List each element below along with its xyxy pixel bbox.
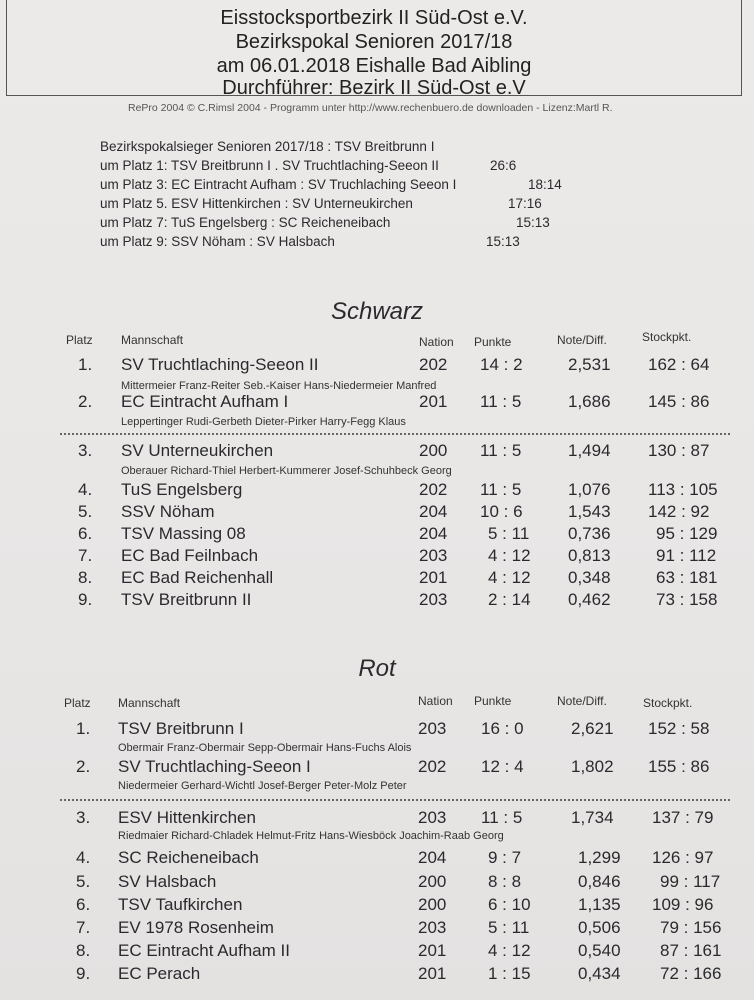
stock-points: 145 : 86 [648, 392, 710, 411]
note-diff: 0,434 [578, 964, 621, 983]
points: 11 : 5 [480, 441, 522, 460]
col-platz: Platz [64, 696, 91, 710]
stock-points: 91 : 112 [656, 546, 717, 565]
nation: 204 [419, 524, 448, 543]
team-name: SSV Nöham [121, 502, 215, 521]
col-punkte: Punkte [474, 694, 512, 708]
note-diff: 0,462 [568, 590, 611, 609]
nation: 200 [419, 441, 448, 460]
team-name: EC Bad Feilnbach [121, 546, 259, 565]
stock-points: 126 : 97 [652, 848, 714, 867]
team-name: TSV Massing 08 [121, 524, 246, 543]
place: 9. [76, 964, 91, 983]
table-row [0, 480, 754, 502]
team-members: Mittermeier Franz-Reiter Seb.-Kaiser Hans-Niedermeier Manfred [121, 380, 437, 392]
final-match-score: 18:14 [528, 177, 562, 192]
place: 9. [78, 590, 93, 609]
place: 3. [78, 441, 93, 460]
team-name: SV Halsbach [118, 872, 217, 891]
team-members: Riedmaier Richard-Chladek Helmut-Fritz Hans-Wiesböck Joachim-Raab Georg [118, 830, 504, 842]
stock-points: 152 : 58 [648, 719, 710, 738]
nation: 202 [419, 355, 448, 374]
table-row [0, 441, 754, 463]
place: 3. [76, 808, 91, 827]
nation: 203 [419, 590, 448, 609]
nation: 202 [419, 480, 448, 499]
note-diff: 0,506 [578, 918, 621, 937]
team-name: EC Eintracht Aufham I [121, 392, 289, 411]
points: 4 : 12 [488, 568, 531, 587]
place: 8. [76, 941, 91, 960]
points: 14 : 2 [480, 355, 523, 374]
table-row [0, 918, 754, 940]
table-row [0, 964, 754, 986]
place: 6. [76, 895, 91, 914]
note-diff: 0,348 [568, 568, 611, 587]
points: 2 : 14 [488, 590, 531, 609]
place: 4. [78, 480, 93, 499]
stock-points: 73 : 158 [656, 590, 718, 609]
stock-points: 63 : 181 [656, 568, 718, 587]
nation: 204 [418, 848, 447, 867]
col-mannschaft: Mannschaft [118, 696, 181, 710]
nation: 200 [418, 872, 447, 891]
final-match-5 [100, 234, 700, 249]
col-punkte: Punkte [474, 335, 512, 349]
col-stockpkt: Stockpkt. [642, 330, 692, 344]
nation: 200 [418, 895, 447, 914]
note-diff: 2,531 [568, 355, 611, 374]
note-diff: 0,846 [578, 872, 621, 891]
final-match-text: um Platz 5. ESV Hittenkirchen : SV Unterneukirchen [100, 196, 413, 211]
team-members: Leppertinger Rudi-Gerbeth Dieter-Pirker Harry-Fegg Klaus [121, 416, 406, 428]
final-match-score: 15:13 [516, 215, 550, 230]
points: 5 : 11 [488, 918, 530, 937]
team-name: EC Bad Reichenhall [121, 568, 274, 587]
table-row [0, 848, 754, 870]
final-match-1 [100, 158, 700, 173]
place: 2. [78, 392, 93, 411]
note-diff: 2,621 [571, 719, 614, 738]
stock-points: 72 : 166 [660, 964, 722, 983]
nation: 202 [418, 757, 447, 776]
points: 4 : 12 [488, 546, 531, 565]
points: 9 : 7 [488, 848, 522, 867]
points: 4 : 12 [488, 941, 531, 960]
col-note: Note/Diff. [557, 333, 607, 347]
stock-points: 113 : 105 [648, 480, 718, 499]
header-line-2: Bezirkspokal Senioren 2017/18 [235, 31, 513, 53]
nation: 201 [418, 964, 447, 983]
place: 7. [76, 918, 91, 937]
note-diff: 1,734 [571, 808, 614, 827]
group-title-rot: Rot [358, 655, 396, 682]
stock-points: 162 : 64 [648, 355, 710, 374]
table-row [0, 719, 754, 741]
note-diff: 1,802 [571, 757, 614, 776]
winner-line: Bezirkspokalsieger Senioren 2017/18 : TSV Breitbrunn I [100, 139, 435, 154]
team-name: TSV Taufkirchen [118, 895, 243, 914]
col-stockpkt: Stockpkt. [643, 696, 693, 710]
table-row [0, 808, 754, 830]
place: 4. [76, 848, 91, 867]
table-row [0, 524, 754, 546]
team-name: SV Unterneukirchen [121, 441, 274, 460]
points: 12 : 4 [481, 757, 524, 776]
stock-points: 142 : 92 [648, 502, 710, 521]
final-match-2 [100, 177, 700, 192]
team-name: TSV Breitbrunn II [121, 590, 252, 609]
note-diff: 0,736 [568, 524, 611, 543]
place: 5. [78, 502, 93, 521]
points: 5 : 11 [488, 524, 530, 543]
nation: 204 [419, 502, 448, 521]
points: 6 : 10 [488, 895, 531, 914]
table-row [0, 546, 754, 568]
note-diff: 1,299 [578, 848, 621, 867]
note-diff: 1,135 [578, 895, 621, 914]
points: 11 : 5 [480, 392, 522, 411]
table-row [0, 392, 754, 414]
header-line-3: am 06.01.2018 Eishalle Bad Aibling [216, 55, 532, 77]
final-match-text: um Platz 7: TuS Engelsberg : SC Reicheneibach [100, 215, 391, 230]
place: 6. [78, 524, 93, 543]
stock-points: 87 : 161 [660, 941, 722, 960]
final-match-text: um Platz 1: TSV Breitbrunn I . SV Truchtlaching-Seeon II [100, 158, 439, 173]
note-diff: 0,813 [568, 546, 611, 565]
table-row [0, 872, 754, 894]
note-diff: 1,494 [568, 441, 611, 460]
nation: 201 [419, 568, 448, 587]
team-name: EV 1978 Rosenheim [118, 918, 274, 937]
nation: 203 [418, 918, 447, 937]
note-diff: 1,686 [568, 392, 611, 411]
stock-points: 130 : 87 [648, 441, 710, 460]
stock-points: 109 : 96 [652, 895, 714, 914]
points: 16 : 0 [481, 719, 524, 738]
team-name: SC Reicheneibach [118, 848, 259, 867]
table-row [0, 757, 754, 779]
table-row [0, 941, 754, 963]
program-credit: RePro 2004 © C.Rimsl 2004 - Programm unter http://www.rechenbuero.de downloaden - Lizenz:Martl R. [128, 102, 613, 114]
points: 1 : 15 [488, 964, 531, 983]
stock-points: 155 : 86 [648, 757, 710, 776]
nation: 201 [419, 392, 448, 411]
table-row [0, 590, 754, 612]
place: 7. [78, 546, 93, 565]
points: 11 : 5 [480, 480, 522, 499]
team-name: SV Truchtlaching-Seeon II [121, 355, 319, 374]
nation: 201 [418, 941, 447, 960]
points: 10 : 6 [480, 502, 523, 521]
points: 8 : 8 [488, 872, 522, 891]
nation: 203 [419, 546, 448, 565]
qualification-divider [60, 433, 730, 435]
col-note: Note/Diff. [557, 694, 607, 708]
final-match-4 [100, 215, 700, 230]
col-mannschaft: Mannschaft [121, 333, 184, 347]
final-match-score: 26:6 [490, 158, 517, 173]
final-match-score: 17:16 [508, 196, 542, 211]
place: 2. [76, 757, 91, 776]
table-row [0, 502, 754, 524]
stock-points: 95 : 129 [656, 524, 718, 543]
table-row [0, 355, 754, 377]
note-diff: 0,540 [578, 941, 621, 960]
team-name: EC Eintracht Aufham II [118, 941, 290, 960]
team-name: SV Truchtlaching-Seeon I [118, 757, 311, 776]
points: 11 : 5 [481, 808, 523, 827]
place: 8. [78, 568, 93, 587]
table-row [0, 895, 754, 917]
col-nation: Nation [419, 335, 454, 349]
header-line-1: Eisstocksportbezirk II Süd-Ost e.V. [220, 7, 528, 29]
place: 1. [78, 355, 93, 374]
col-nation: Nation [418, 694, 453, 708]
team-name: ESV Hittenkirchen [118, 808, 256, 827]
team-members: Niedermeier Gerhard-Wichtl Josef-Berger Peter-Molz Peter [118, 780, 407, 792]
team-name: EC Perach [118, 964, 201, 983]
qualification-divider [60, 799, 730, 801]
note-diff: 1,076 [568, 480, 611, 499]
team-name: TSV Breitbrunn I [118, 719, 244, 738]
team-name: TuS Engelsberg [121, 480, 243, 499]
stock-points: 79 : 156 [660, 918, 722, 937]
place: 1. [76, 719, 91, 738]
final-match-score: 15:13 [486, 234, 520, 249]
col-platz: Platz [66, 333, 93, 347]
header-box [6, 0, 742, 99]
nation: 203 [418, 719, 447, 738]
place: 5. [76, 872, 91, 891]
table-row [0, 568, 754, 590]
nation: 203 [418, 808, 447, 827]
stock-points: 137 : 79 [652, 808, 714, 827]
final-match-text: um Platz 9: SSV Nöham : SV Halsbach [100, 234, 335, 249]
group-title-schwarz: Schwarz [330, 298, 424, 325]
final-match-text: um Platz 3: EC Eintracht Aufham : SV Truchlaching Seeon I [100, 177, 457, 192]
header-line-4: Durchführer: Bezirk II Süd-Ost e.V [222, 77, 526, 99]
stock-points: 99 : 117 [660, 872, 721, 891]
team-members: Oberauer Richard-Thiel Herbert-Kummerer Josef-Schuhbeck Georg [121, 465, 452, 477]
note-diff: 1,543 [568, 502, 611, 521]
final-match-3 [100, 196, 700, 211]
team-members: Obermair Franz-Obermair Sepp-Obermair Hans-Fuchs Alois [118, 742, 412, 754]
